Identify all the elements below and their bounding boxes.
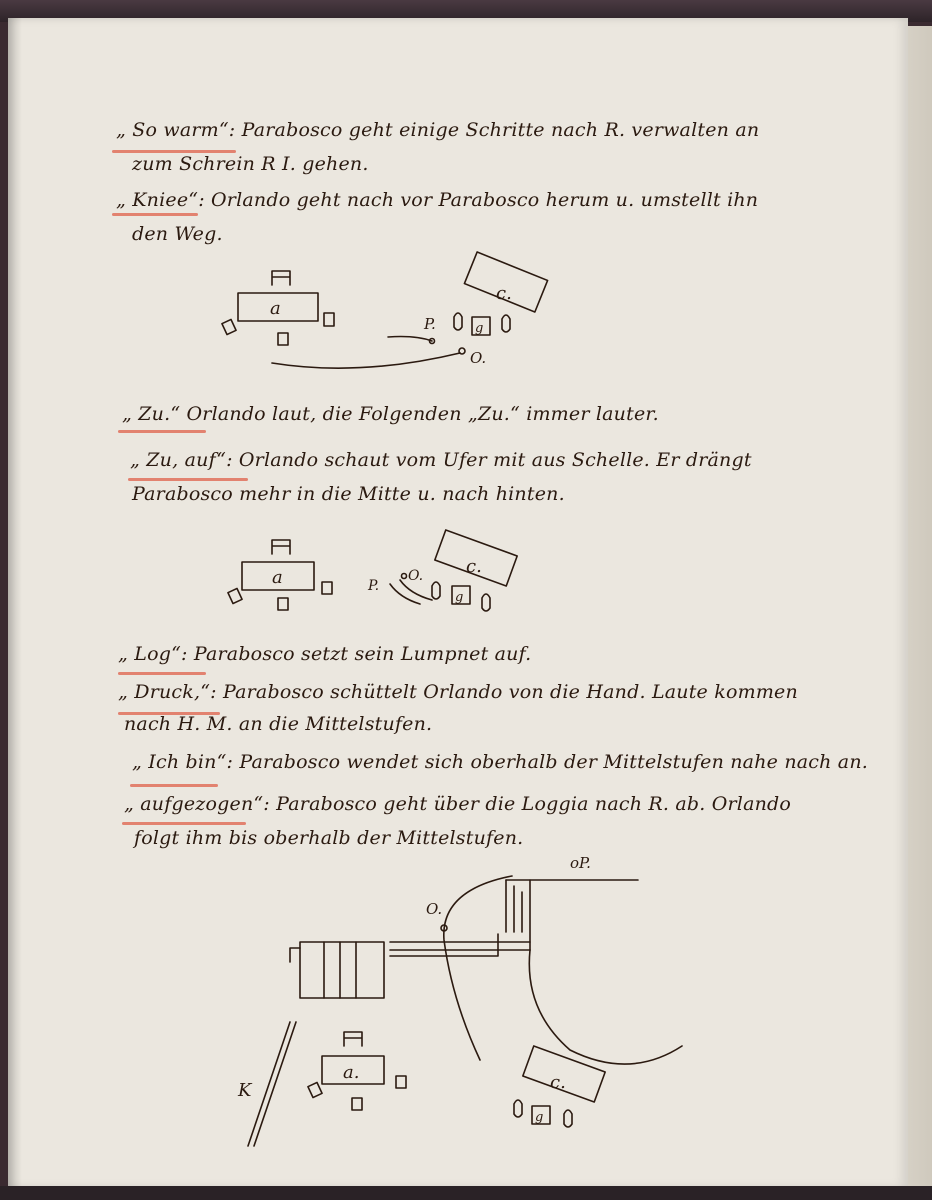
table-c-label: c. (496, 283, 512, 304)
stage-sketch-1 (210, 255, 570, 380)
text-line: nach H. M. an die Mittelstufen. (124, 713, 433, 735)
stool-icon (396, 1076, 406, 1088)
text-line: „ Ich bin“: Parabosco wendet sich oberhalb der Mittelstufen nahe nach an. (132, 751, 869, 773)
orlando-top-label: O. (426, 900, 443, 918)
stair-block (300, 942, 384, 998)
stool-icon (278, 333, 288, 345)
text-line: „ Log“: Parabosco setzt sein Lumpnet auf. (118, 643, 532, 665)
stool-icon (222, 319, 236, 334)
text-line: „ Druck,“: Parabosco schüttelt Orlando von die Hand. Laute kommen (118, 681, 798, 703)
chair-icon (502, 315, 510, 332)
prompter-label: g (455, 590, 464, 605)
table-c-label: c. (466, 556, 482, 577)
cue-underline (118, 430, 206, 433)
book-bottom-edge (0, 1186, 932, 1200)
table-c-label: c. (550, 1072, 566, 1093)
stool-icon (324, 313, 334, 326)
text-line: „ aufgezogen“: Parabosco geht über die Loggia nach R. ab. Orlando (124, 793, 792, 815)
stair-block-lines (290, 948, 300, 962)
chair-icon (564, 1110, 572, 1127)
movement-path (444, 876, 512, 1060)
text-line: zum Schrein R I. gehen. (132, 153, 369, 175)
text-line: Parabosco mehr in die Mitte u. nach hinten. (132, 483, 565, 505)
stool-icon (308, 1082, 322, 1097)
prompter-label: g (535, 1110, 544, 1125)
stage-sketch-2 (220, 530, 540, 620)
stair-block-lines (324, 942, 356, 998)
text-line: folgt ihm bis oberhalb der Mittelstufen. (134, 827, 524, 849)
kulisse-line (248, 1022, 296, 1146)
cue-underline (118, 672, 206, 675)
movement-path (272, 353, 460, 368)
kulisse-label: K (238, 1080, 252, 1101)
chair-icon (482, 594, 490, 611)
orlando-label: O. (470, 349, 487, 367)
stool-icon (228, 588, 242, 603)
chair-icon (454, 313, 462, 330)
cue-underline (112, 213, 198, 216)
text-line: „ So warm“: Parabosco geht einige Schritte nach R. verwalten an (116, 119, 760, 141)
chair-icon (514, 1100, 522, 1117)
parabosco-label: P. (368, 578, 380, 594)
position-marker (402, 574, 407, 579)
table-a-label: a (270, 298, 281, 319)
chair-icon (272, 271, 290, 285)
stage-sketch-3 (230, 850, 670, 1150)
stool-icon (278, 598, 288, 610)
orlando-label: O. (408, 568, 424, 584)
upper-stairs (506, 880, 522, 932)
text-line: „ Zu.“ Orlando laut, die Folgenden „Zu.“ immer lauter. (122, 403, 659, 425)
text-line: den Weg. (132, 223, 223, 245)
cue-underline (130, 784, 218, 787)
stool-icon (352, 1098, 362, 1110)
cue-underline (122, 822, 246, 825)
chair-icon (432, 582, 440, 599)
table-a-label: a (272, 567, 283, 588)
middle-steps (390, 934, 530, 956)
chair-icon (344, 1032, 362, 1046)
text-line: „ Kniee“: Orlando geht nach vor Parabosco herum u. umstellt ihn (116, 189, 759, 211)
chair-icon (272, 540, 290, 554)
movement-path (388, 337, 432, 342)
parabosco-top-label: oP. (570, 854, 591, 872)
text-line: „ Zu, auf“: Orlando schaut vom Ufer mit aus Schelle. Er drängt (130, 449, 752, 471)
prompter-label: g (475, 321, 484, 336)
page-gutter (8, 18, 22, 1188)
table-a-label: a. (343, 1062, 360, 1083)
stool-icon (322, 582, 332, 594)
parabosco-label: P. (424, 315, 436, 333)
cue-underline (128, 478, 248, 481)
arc-path (529, 950, 682, 1064)
